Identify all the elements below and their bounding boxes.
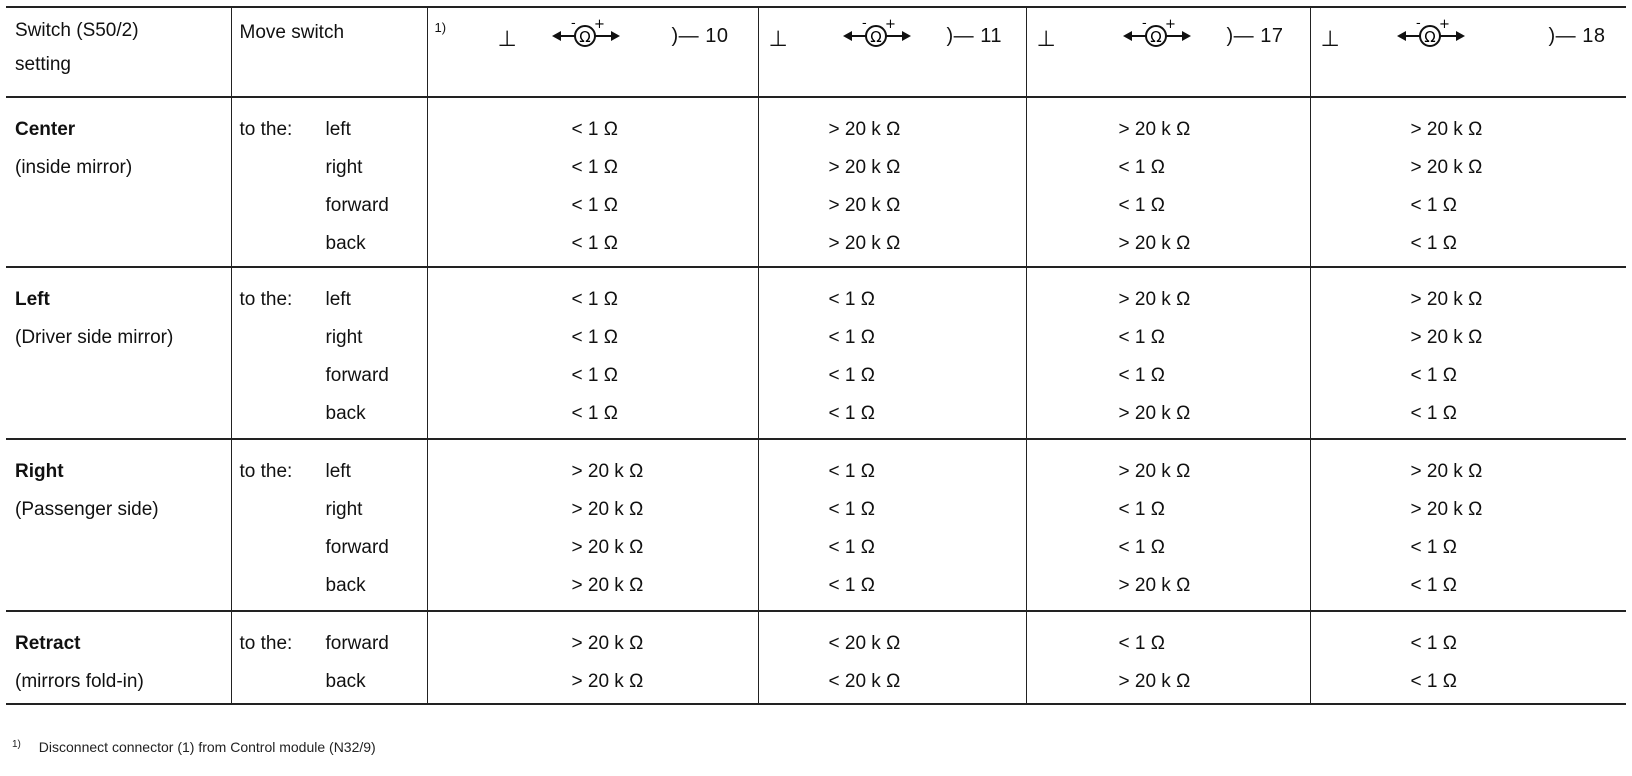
move-cell <box>231 439 427 611</box>
resistance-value: < 1 Ω <box>828 537 875 558</box>
resistance-value: < 1 Ω <box>571 233 618 254</box>
setting-subtitle: (Passenger side) <box>15 499 159 520</box>
resistance-value: < 1 Ω <box>1410 195 1457 216</box>
resistance-value: > 20 k Ω <box>1118 119 1191 140</box>
pin18-values <box>1310 267 1626 439</box>
header-pin-17 <box>1026 7 1310 97</box>
resistance-value: < 1 Ω <box>828 365 875 386</box>
resistance-value: < 1 Ω <box>571 365 618 386</box>
resistance-value: < 1 Ω <box>1410 537 1457 558</box>
resistance-value: < 1 Ω <box>828 499 875 520</box>
resistance-value: > 20 k Ω <box>1410 157 1483 178</box>
setting-name: Retract <box>15 633 81 654</box>
svg-text:-: - <box>1415 18 1421 31</box>
to-the-label: to the: <box>239 289 293 310</box>
ground-symbol: ⊥ <box>768 26 788 51</box>
direction-label: right <box>325 327 363 348</box>
svg-text:Ω: Ω <box>1149 28 1162 46</box>
table-row-center <box>6 97 1626 267</box>
ohmmeter-icon <box>841 18 913 58</box>
setting-name: Left <box>15 289 50 310</box>
resistance-value: < 1 Ω <box>1410 403 1457 424</box>
footnote-marker: 1) <box>434 20 447 35</box>
svg-text:Ω: Ω <box>1423 28 1436 46</box>
footnote <box>12 739 376 755</box>
setting-subtitle: (mirrors fold-in) <box>15 671 144 692</box>
connector-pin-17: )— 17 <box>1226 25 1284 47</box>
setting-name: Right <box>15 461 64 482</box>
direction-label: left <box>325 119 351 140</box>
resistance-value: > 20 k Ω <box>1410 461 1483 482</box>
svg-text:Ω: Ω <box>578 28 591 46</box>
connector-pin-11: )— 11 <box>946 25 1002 47</box>
to-the-label: to the: <box>239 461 293 482</box>
svg-text:Ω: Ω <box>869 28 882 46</box>
resistance-value: < 1 Ω <box>571 195 618 216</box>
ohmmeter-icon <box>1395 18 1467 58</box>
footnote-text: Disconnect connector (1) from Control module (N32/9) <box>38 739 376 755</box>
resistance-test-table-container <box>6 6 1626 705</box>
resistance-value: > 20 k Ω <box>1118 233 1191 254</box>
setting-cell <box>6 267 231 439</box>
resistance-value: < 20 k Ω <box>828 633 901 654</box>
resistance-value: < 1 Ω <box>828 461 875 482</box>
resistance-value: > 20 k Ω <box>828 195 901 216</box>
resistance-value: > 20 k Ω <box>1410 119 1483 140</box>
header-move-label: Move switch <box>239 22 345 43</box>
pin11-values <box>758 267 1026 439</box>
resistance-value: > 20 k Ω <box>1118 289 1191 310</box>
header-setting-line1: Switch (S50/2) <box>15 20 139 41</box>
resistance-value: > 20 k Ω <box>571 671 644 692</box>
footnote-mark: 1) <box>12 739 21 750</box>
svg-text:-: - <box>861 18 867 31</box>
resistance-value: < 1 Ω <box>1118 537 1165 558</box>
pin10-values <box>427 611 758 704</box>
setting-cell <box>6 439 231 611</box>
resistance-value: > 20 k Ω <box>828 119 901 140</box>
resistance-value: > 20 k Ω <box>1118 403 1191 424</box>
ground-symbol: ⊥ <box>1036 26 1056 51</box>
header-switch-setting <box>6 7 231 97</box>
pin17-values <box>1026 439 1310 611</box>
resistance-value: > 20 k Ω <box>1118 575 1191 596</box>
resistance-value: < 1 Ω <box>1118 157 1165 178</box>
resistance-value: > 20 k Ω <box>571 575 644 596</box>
direction-label: forward <box>325 537 389 558</box>
resistance-value: < 1 Ω <box>1410 575 1457 596</box>
table-row-retract <box>6 611 1626 704</box>
setting-subtitle: (inside mirror) <box>15 157 133 178</box>
move-cell <box>231 97 427 267</box>
header-pin-10 <box>427 7 758 97</box>
resistance-value: > 20 k Ω <box>1410 289 1483 310</box>
direction-label: right <box>325 157 363 178</box>
connector-pin-10: )— 10 <box>671 25 729 47</box>
pin18-values <box>1310 611 1626 704</box>
move-cell <box>231 611 427 704</box>
resistance-value: > 20 k Ω <box>828 233 901 254</box>
direction-label: back <box>325 233 366 254</box>
to-the-label: to the: <box>239 633 293 654</box>
svg-text:-: - <box>1141 18 1147 31</box>
resistance-value: < 1 Ω <box>1118 633 1165 654</box>
pin10-values <box>427 439 758 611</box>
resistance-value: > 20 k Ω <box>828 157 901 178</box>
direction-label: left <box>325 461 351 482</box>
svg-text:+: + <box>1164 18 1176 32</box>
table-row-left <box>6 267 1626 439</box>
resistance-value: < 1 Ω <box>571 403 618 424</box>
resistance-value: > 20 k Ω <box>571 537 644 558</box>
header-move-switch <box>231 7 427 97</box>
header-row <box>6 7 1626 97</box>
direction-label: forward <box>325 633 389 654</box>
connector-pin-18: )— 18 <box>1548 25 1606 47</box>
pin17-values <box>1026 267 1310 439</box>
pin17-values <box>1026 611 1310 704</box>
resistance-value: < 1 Ω <box>828 575 875 596</box>
pin18-values <box>1310 97 1626 267</box>
pin11-values <box>758 611 1026 704</box>
ohmmeter-icon <box>1121 18 1193 58</box>
resistance-value: < 1 Ω <box>1410 233 1457 254</box>
resistance-value: < 1 Ω <box>1118 327 1165 348</box>
resistance-value: < 1 Ω <box>571 289 618 310</box>
header-setting-line2: setting <box>15 54 71 75</box>
direction-label: back <box>325 403 366 424</box>
setting-subtitle: (Driver side mirror) <box>15 327 174 348</box>
resistance-value: < 1 Ω <box>828 289 875 310</box>
resistance-value: < 1 Ω <box>828 327 875 348</box>
resistance-value: < 1 Ω <box>571 119 618 140</box>
setting-name: Center <box>15 119 76 140</box>
resistance-value: > 20 k Ω <box>1118 671 1191 692</box>
header-pin-11 <box>758 7 1026 97</box>
resistance-value: < 1 Ω <box>1118 499 1165 520</box>
direction-label: back <box>325 671 366 692</box>
to-the-label: to the: <box>239 119 293 140</box>
svg-text:+: + <box>1438 18 1450 32</box>
direction-label: left <box>325 289 351 310</box>
resistance-value: < 1 Ω <box>1118 195 1165 216</box>
resistance-value: > 20 k Ω <box>571 633 644 654</box>
resistance-value: > 20 k Ω <box>1410 499 1483 520</box>
pin10-values <box>427 267 758 439</box>
resistance-value: < 1 Ω <box>1410 365 1457 386</box>
resistance-value: < 1 Ω <box>1410 633 1457 654</box>
direction-label: back <box>325 575 366 596</box>
resistance-value: < 1 Ω <box>828 403 875 424</box>
svg-text:+: + <box>593 18 605 32</box>
pin11-values <box>758 439 1026 611</box>
svg-text:+: + <box>884 18 896 32</box>
header-pin-18 <box>1310 7 1626 97</box>
direction-label: right <box>325 499 363 520</box>
direction-label: forward <box>325 195 389 216</box>
ground-symbol: ⊥ <box>1320 26 1340 51</box>
pin10-values <box>427 97 758 267</box>
resistance-test-table <box>6 6 1626 705</box>
resistance-value: < 20 k Ω <box>828 671 901 692</box>
pin17-values <box>1026 97 1310 267</box>
resistance-value: < 1 Ω <box>571 157 618 178</box>
svg-text:-: - <box>570 18 576 31</box>
ohmmeter-icon <box>550 18 622 58</box>
direction-label: forward <box>325 365 389 386</box>
move-cell <box>231 267 427 439</box>
resistance-value: < 1 Ω <box>1118 365 1165 386</box>
ground-symbol: ⊥ <box>497 26 517 51</box>
setting-cell <box>6 97 231 267</box>
resistance-value: < 1 Ω <box>571 327 618 348</box>
table-row-right <box>6 439 1626 611</box>
pin18-values <box>1310 439 1626 611</box>
resistance-value: > 20 k Ω <box>1118 461 1191 482</box>
resistance-value: > 20 k Ω <box>1410 327 1483 348</box>
resistance-value: < 1 Ω <box>1410 671 1457 692</box>
setting-cell <box>6 611 231 704</box>
resistance-value: > 20 k Ω <box>571 499 644 520</box>
pin11-values <box>758 97 1026 267</box>
resistance-value: > 20 k Ω <box>571 461 644 482</box>
